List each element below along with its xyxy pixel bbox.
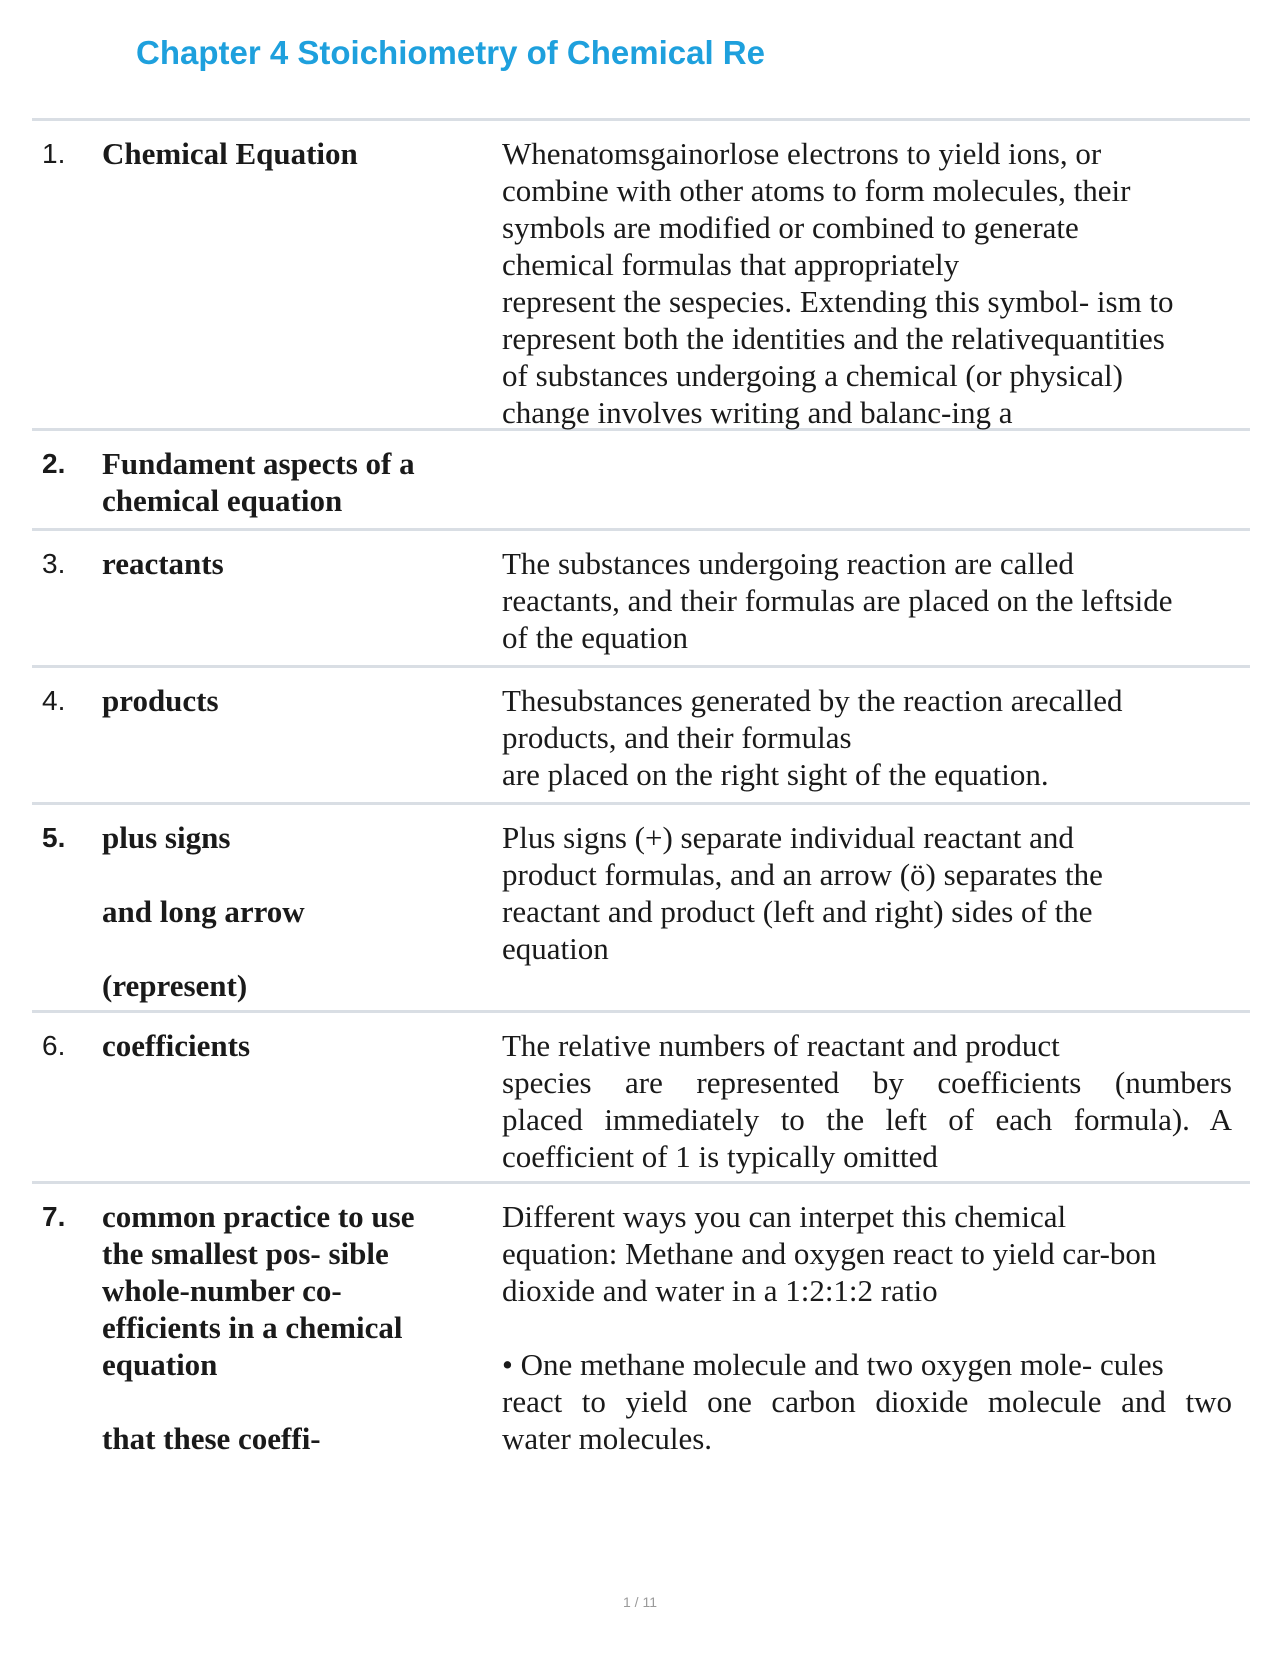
definition-line: The substances undergoing reaction are called bbox=[502, 546, 1074, 581]
definition-line: Whenatomsgainorlose electrons to yield ions, or bbox=[502, 136, 1102, 171]
term-line: that these coeffi- bbox=[102, 1421, 321, 1456]
term-line: chemical equation bbox=[102, 483, 343, 518]
card-term bbox=[102, 682, 502, 786]
card-number: 5. bbox=[42, 822, 66, 853]
definition-line: equation bbox=[502, 931, 609, 966]
definition-line: reactants, and their formulas are placed on the leftside bbox=[502, 583, 1173, 618]
definition-line: The relative numbers of reactant and product bbox=[502, 1028, 1060, 1063]
card-definition bbox=[502, 682, 1232, 792]
definition-line: symbols are modified or combined to generate bbox=[502, 210, 1079, 245]
term-line: efficients in a chemical bbox=[102, 1310, 403, 1345]
flashcard-1 bbox=[32, 121, 1250, 431]
card-number: 6. bbox=[42, 1030, 66, 1061]
definition-line: Plus signs (+) separate individual reactant and bbox=[502, 820, 1074, 855]
flashcard-4 bbox=[32, 668, 1250, 805]
definition-line: reactant and product (left and right) sides of the bbox=[502, 894, 1093, 929]
page-number: 1 / 11 bbox=[623, 1594, 657, 1610]
definition-line: react to yield one carbon dioxide molecule and two bbox=[502, 1384, 1232, 1419]
card-term bbox=[102, 545, 502, 649]
card-number: 7. bbox=[42, 1201, 66, 1232]
definition-line: • One methane molecule and two oxygen mole- cules bbox=[502, 1347, 1164, 1382]
term-line: reactants bbox=[102, 546, 224, 581]
card-term bbox=[102, 445, 502, 518]
definition-line: represent the sespecies. Extending this symbol- ism to bbox=[502, 284, 1174, 319]
card-definition bbox=[502, 819, 1232, 994]
term-line: Fundament aspects of a bbox=[102, 446, 415, 481]
term-line: the smallest pos- sible bbox=[102, 1236, 389, 1271]
card-number: 1. bbox=[42, 138, 66, 169]
definition-line: water molecules. bbox=[502, 1421, 713, 1456]
card-definition bbox=[502, 1198, 1232, 1457]
flashcard-7 bbox=[32, 1184, 1250, 1473]
term-line: coefficients bbox=[102, 1028, 251, 1063]
term-line: equation bbox=[102, 1347, 218, 1382]
card-definition bbox=[502, 445, 1232, 512]
definition-line: species are represented by coefficients (numbers bbox=[502, 1065, 1232, 1100]
definition-line: of the equation bbox=[502, 620, 688, 655]
flashcard-5 bbox=[32, 805, 1250, 1013]
definition-line: are placed on the right sight of the equation. bbox=[502, 757, 1049, 792]
definition-line: product formulas, and an arrow (ö) separates the bbox=[502, 857, 1103, 892]
definition-line: Different ways you can interpet this chemical bbox=[502, 1199, 1067, 1234]
card-term bbox=[102, 1027, 502, 1165]
definition-line: change involves writing and balanc-ing a bbox=[502, 395, 1013, 430]
definition-line: represent both the identities and the relativequantities bbox=[502, 321, 1165, 356]
definition-line: placed immediately to the left of each formula). A bbox=[502, 1102, 1232, 1137]
flashcard-6 bbox=[32, 1013, 1250, 1184]
definition-line: Thesubstances generated by the reaction arecalled bbox=[502, 683, 1123, 718]
flashcard-list bbox=[32, 118, 1250, 1473]
definition-line: chemical formulas that appropriately bbox=[502, 247, 960, 282]
definition-line: combine with other atoms to form molecules, their bbox=[502, 173, 1131, 208]
card-number: 3. bbox=[42, 548, 66, 579]
term-line: products bbox=[102, 683, 219, 718]
definition-line: dioxide and water in a 1:2:1:2 ratio bbox=[502, 1273, 938, 1308]
page-title: Chapter 4 Stoichiometry of Chemical Re bbox=[136, 34, 765, 71]
flashcard-2 bbox=[32, 431, 1250, 531]
card-definition bbox=[502, 1027, 1232, 1174]
card-number: 2. bbox=[42, 448, 66, 479]
term-line: Chemical Equation bbox=[102, 136, 358, 171]
definition-line: of substances undergoing a chemical (or physical) bbox=[502, 358, 1123, 393]
definition-line: coefficient of 1 is typically omitted bbox=[502, 1139, 938, 1174]
definition-line: products, and their formulas bbox=[502, 720, 852, 755]
card-term bbox=[102, 1198, 502, 1457]
card-term bbox=[102, 819, 502, 1003]
term-line: (represent) bbox=[102, 968, 248, 1003]
term-line: common practice to use bbox=[102, 1199, 415, 1234]
card-definition bbox=[502, 135, 1232, 430]
term-line: plus signs bbox=[102, 820, 231, 855]
term-line: and long arrow bbox=[102, 894, 305, 929]
card-number: 4. bbox=[42, 685, 66, 716]
term-line: whole-number co- bbox=[102, 1273, 342, 1308]
flashcard-3 bbox=[32, 531, 1250, 668]
card-term bbox=[102, 135, 502, 412]
card-definition bbox=[502, 545, 1232, 655]
definition-line: equation: Methane and oxygen react to yield car-bon bbox=[502, 1236, 1157, 1271]
